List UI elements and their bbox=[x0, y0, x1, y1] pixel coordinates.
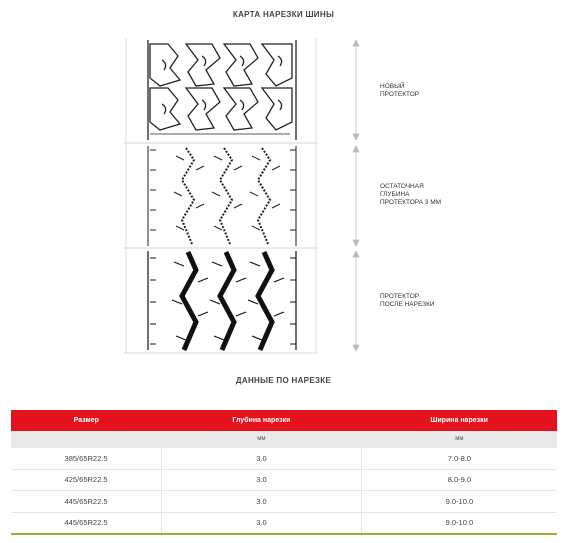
cutting-data-table bbox=[11, 410, 557, 535]
table-header-row bbox=[11, 410, 557, 431]
header-depth: Глубина нарезки bbox=[162, 410, 362, 431]
diagram-title: КАРТА НАРЕЗКИ ШИНЫ bbox=[232, 10, 335, 19]
zone-label-residual: ОСТАТОЧНАЯ ГЛУБИНА ПРОТЕКТОРА 3 ММ bbox=[380, 183, 442, 206]
units-row bbox=[11, 431, 557, 448]
dimension-arrow bbox=[353, 251, 359, 351]
table-title: ДАННЫЕ ПО НАРЕЗКЕ bbox=[235, 376, 332, 385]
table-row: 445/65R22.5 3.0 9.0-10.0 bbox=[11, 491, 557, 513]
zone-label-after-cut: ПРОТЕКТОР ПОСЛЕ НАРЕЗКИ bbox=[380, 293, 435, 308]
unit-width: мм bbox=[361, 431, 557, 448]
unit-depth: мм bbox=[162, 431, 362, 448]
table-row: 445/65R22.5 3.0 9.0-10.0 bbox=[11, 512, 557, 534]
header-size: Размер bbox=[11, 410, 162, 431]
table-row: 385/65R22.5 3.0 7.0-8.0 bbox=[11, 448, 557, 470]
header-width: Ширина нарезки bbox=[361, 410, 557, 431]
table-row: 425/65R22.5 3.0 8.0-9.0 bbox=[11, 469, 557, 491]
new-tread-pattern bbox=[148, 40, 296, 140]
cut-tread-pattern bbox=[148, 251, 296, 350]
zone-label-new: НОВЫЙ ПРОТЕКТОР bbox=[380, 83, 420, 98]
dimension-arrow bbox=[353, 40, 359, 140]
worn-tread-pattern bbox=[148, 146, 296, 246]
dimension-arrow bbox=[353, 146, 359, 246]
